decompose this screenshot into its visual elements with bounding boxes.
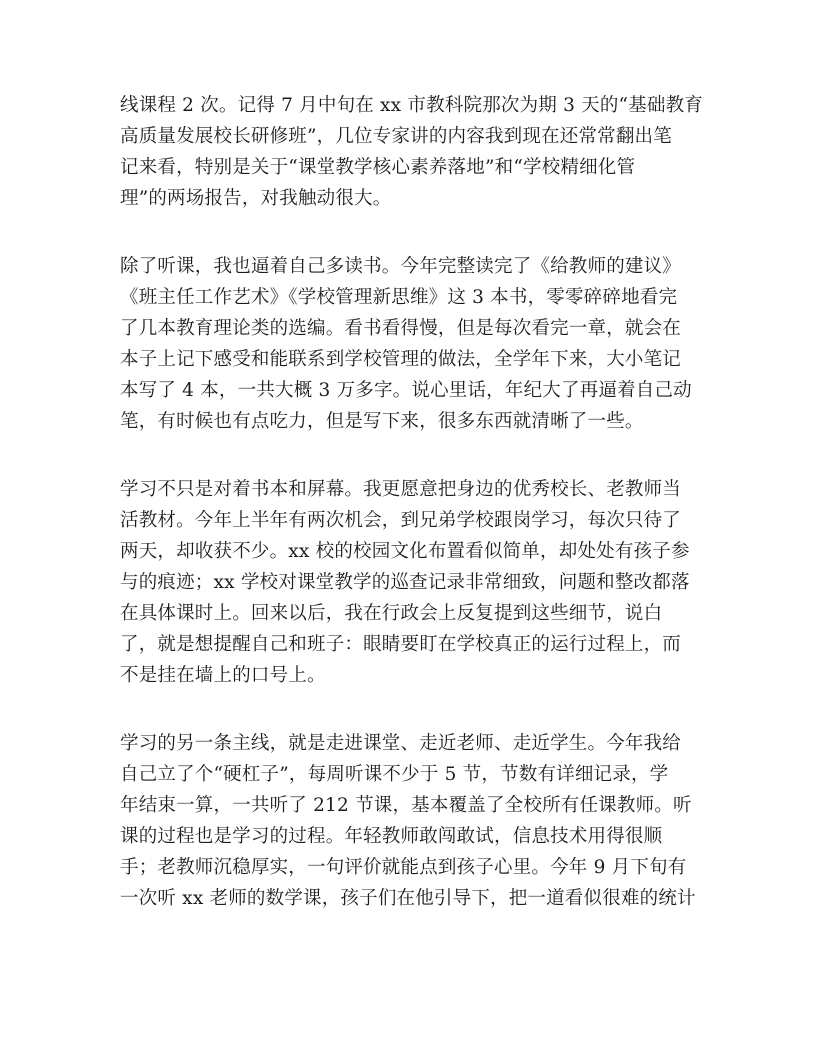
text-line: 自己立了个“硬杠子”，每周听课不少于 5 节，节数有详细记录，学 [120,764,669,785]
text-line: 活教材。今年上半年有两次机会，到兄弟学校跟岗学习，每次只待了 [120,510,682,531]
paragraph-2 [120,251,700,437]
text-line: 与的痕迹；xx 学校对课堂教学的巡查记录非常细致，问题和整改都落 [120,572,690,593]
text-line: 学习不只是对着书本和屏幕。我更愿意把身边的优秀校长、老教师当 [120,479,682,500]
text-line: 不是挂在墙上的口号上。 [120,665,326,686]
text-line: 年结束一算，一共听了 212 节课，基本覆盖了全校所有任课教师。听 [120,795,692,816]
text-line: 高质量发展校长研修班”，几位专家讲的内容我到现在还常常翻出笔 [120,126,672,147]
text-line: 学习的另一条主线，就是走进课堂、走近老师、走近学生。今年我给 [120,733,682,754]
text-line: 本子上记下感受和能联系到学校管理的做法，全学年下来，大小笔记 [120,349,682,370]
text-line: 了，就是想提醒自己和班子：眼睛要盯在学校真正的运行过程上，而 [120,634,682,655]
paragraph-4 [120,728,700,914]
paragraph-3 [120,474,700,691]
text-line: 笔，有时候也有点吃力，但是写下来，很多东西就清晰了一些。 [120,411,644,432]
text-line: 理”的两场报告，对我触动很大。 [120,188,392,209]
text-line: 手；老教师沉稳厚实，一句评价就能点到孩子心里。今年 9 月下旬有 [120,857,687,878]
text-line: 课的过程也是学习的过程。年轻教师敢闯敢试，信息技术用得很顺 [120,826,663,847]
text-line: 两天，却收获不少。xx 校的校园文化布置看似简单，却处处有孩子参 [120,541,690,562]
text-line: 在具体课时上。回来以后，我在行政会上反复提到这些细节，说白 [120,603,663,624]
text-line: 线课程 2 次。记得 7 月中旬在 xx 市教科院那次为期 3 天的“基础教育 [120,95,703,116]
text-line: 除了听课，我也逼着自己多读书。今年完整读完了《给教师的建议》 [120,256,682,277]
text-line: 一次听 xx 老师的数学课，孩子们在他引导下，把一道看似很难的统计 [120,888,696,909]
text-line: 本写了 4 本，一共大概 3 万多字。说心里话，年纪大了再逼着自己动 [120,380,692,401]
text-line: 《班主任工作艺术》《学校管理新思维》这 3 本书，零零碎碎地看完 [120,287,678,308]
text-line: 记来看，特别是关于“课堂教学核心素养落地”和“学校精细化管 [120,157,636,178]
paragraph-1 [120,90,703,214]
text-line: 了几本教育理论类的选编。看书看得慢，但是每次看完一章，就会在 [120,318,682,339]
